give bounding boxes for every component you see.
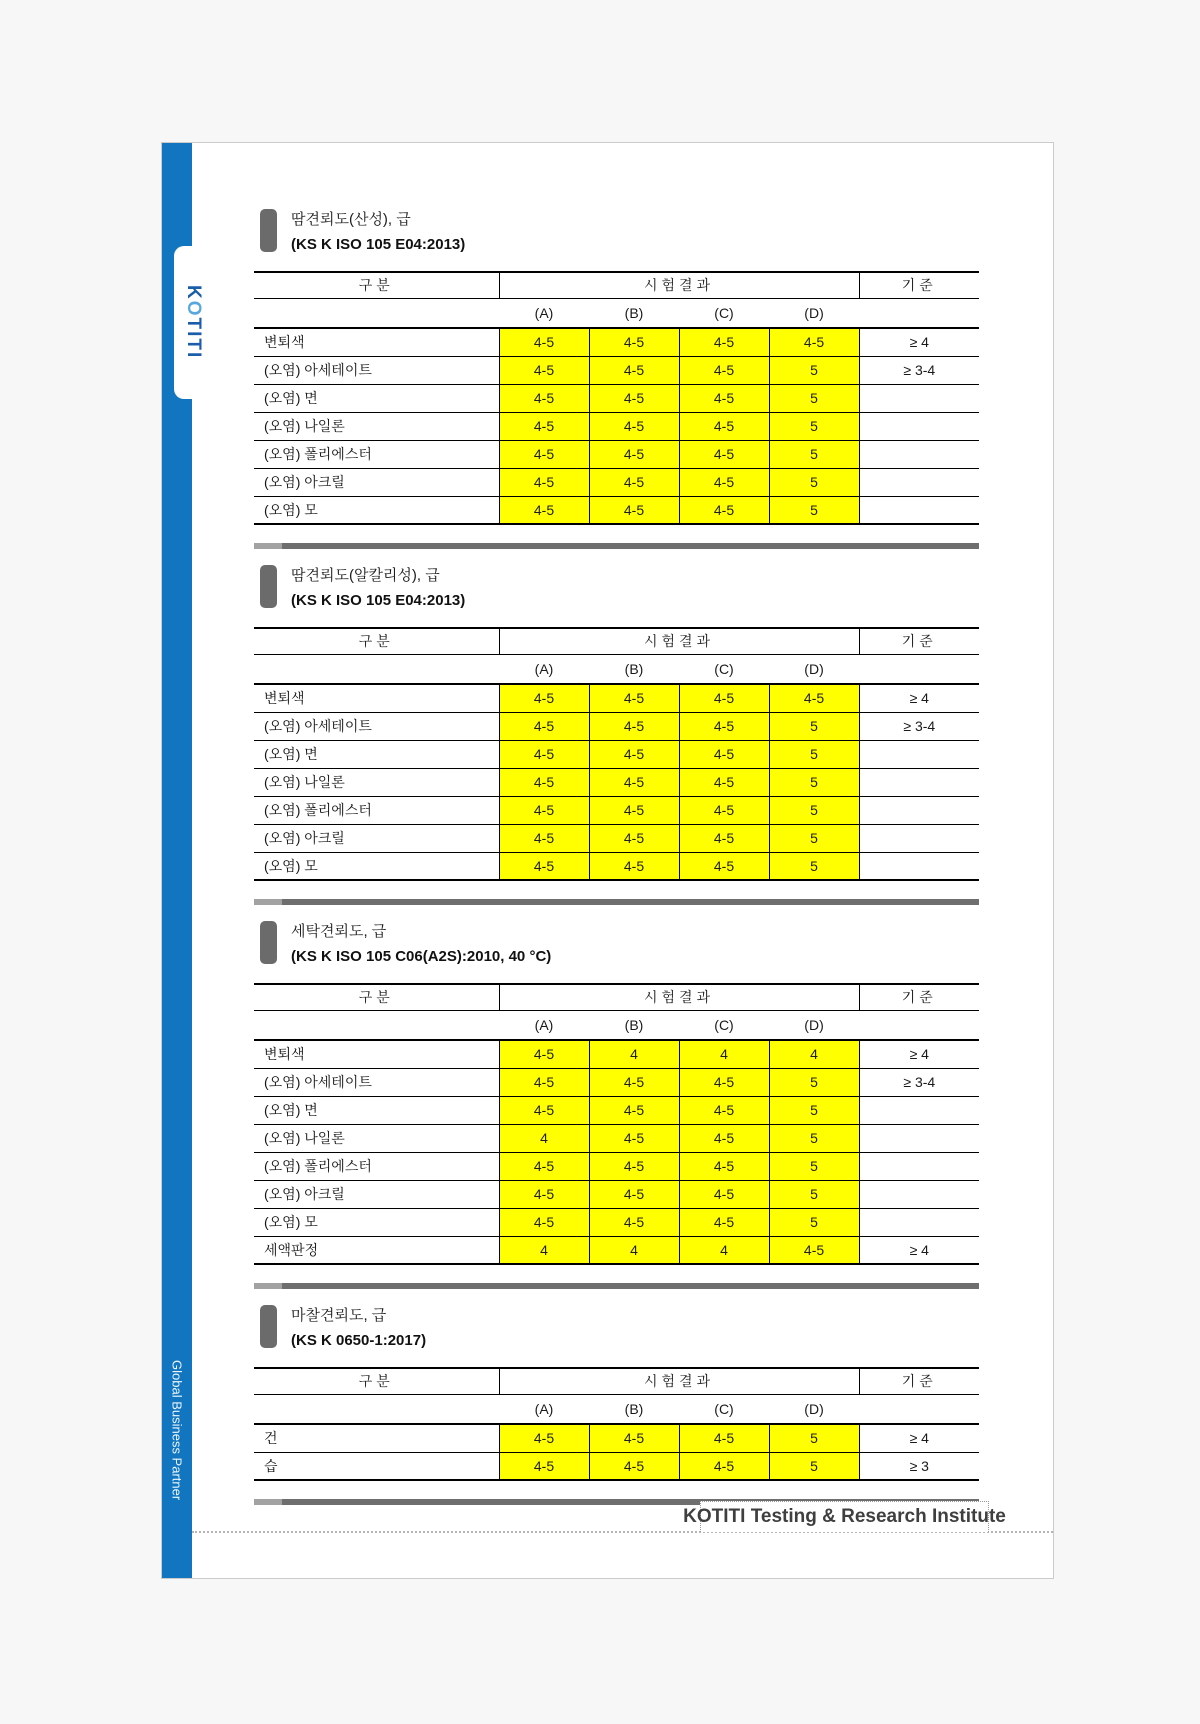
- column-header-results: 시험결과: [499, 984, 859, 1010]
- result-cell-d: 4-5: [769, 684, 859, 712]
- subheader-empty-cell: [254, 1010, 499, 1040]
- subheader-specimen-c: (C): [679, 298, 769, 328]
- result-cell-a: 4-5: [499, 740, 589, 768]
- criteria-cell: ≥ 4: [859, 1424, 979, 1452]
- section-title: 세탁견뢰도, 급: [291, 923, 387, 940]
- column-header-results: 시험결과: [499, 1368, 859, 1394]
- subheader-specimen-a: (A): [499, 1394, 589, 1424]
- result-cell-d: 5: [769, 356, 859, 384]
- table-row: [254, 1152, 979, 1180]
- table-header-row: [254, 628, 979, 654]
- subheader-empty-cell: [859, 1394, 979, 1424]
- table-row: [254, 1124, 979, 1152]
- logo-letter-k: K: [183, 285, 204, 302]
- result-cell-a: 4-5: [499, 384, 589, 412]
- result-cell-c: 4-5: [679, 356, 769, 384]
- row-label: 변퇴색: [254, 684, 499, 712]
- fastness-table: [254, 271, 979, 525]
- result-cell-b: 4-5: [589, 712, 679, 740]
- result-cell-b: 4-5: [589, 1180, 679, 1208]
- row-label: (오염) 아크릴: [254, 824, 499, 852]
- result-cell-b: 4-5: [589, 740, 679, 768]
- result-cell-d: 5: [769, 496, 859, 524]
- table-row: [254, 1040, 979, 1068]
- column-header-results: 시험결과: [499, 272, 859, 298]
- result-cell-d: 5: [769, 740, 859, 768]
- result-cell-c: 4-5: [679, 440, 769, 468]
- result-cell-b: 4-5: [589, 496, 679, 524]
- result-cell-d: 5: [769, 768, 859, 796]
- result-cell-d: 5: [769, 1096, 859, 1124]
- result-cell-b: 4-5: [589, 684, 679, 712]
- footer-institute-name: KOTITI Testing & Research Institute: [683, 1506, 1006, 1527]
- table-row: [254, 796, 979, 824]
- criteria-cell: [859, 1208, 979, 1236]
- subheader-specimen-b: (B): [589, 1010, 679, 1040]
- result-cell-c: 4-5: [679, 684, 769, 712]
- row-label: (오염) 아크릴: [254, 468, 499, 496]
- table-row: [254, 356, 979, 384]
- table-header-row: [254, 1368, 979, 1394]
- result-cell-c: 4-5: [679, 852, 769, 880]
- section-standard: (KS K ISO 105 E04:2013): [291, 592, 466, 609]
- criteria-cell: ≥ 4: [859, 684, 979, 712]
- table-subheader-row: [254, 654, 979, 684]
- row-label: (오염) 나일론: [254, 768, 499, 796]
- criteria-cell: ≥ 4: [859, 328, 979, 356]
- result-cell-c: 4-5: [679, 496, 769, 524]
- table-subheader-row: [254, 1394, 979, 1424]
- result-cell-c: 4-5: [679, 712, 769, 740]
- section-titles: [291, 919, 551, 969]
- subheader-specimen-d: (D): [769, 1010, 859, 1040]
- table-header-row: [254, 984, 979, 1010]
- table-row: [254, 712, 979, 740]
- section-divider: [254, 543, 979, 549]
- criteria-cell: ≥ 3-4: [859, 356, 979, 384]
- result-cell-a: 4-5: [499, 1096, 589, 1124]
- section-marker-icon: [260, 921, 277, 964]
- section-header: [260, 563, 979, 613]
- row-label: 습: [254, 1452, 499, 1480]
- section-divider: [254, 1283, 979, 1289]
- criteria-cell: ≥ 3-4: [859, 712, 979, 740]
- table-row: [254, 1424, 979, 1452]
- result-cell-a: 4: [499, 1124, 589, 1152]
- result-cell-c: 4-5: [679, 1424, 769, 1452]
- table-row: [254, 1452, 979, 1480]
- result-cell-d: 4-5: [769, 328, 859, 356]
- subheader-specimen-b: (B): [589, 654, 679, 684]
- result-cell-c: 4: [679, 1040, 769, 1068]
- criteria-cell: ≥ 3: [859, 1452, 979, 1480]
- result-cell-b: 4-5: [589, 1424, 679, 1452]
- section-header: [260, 919, 979, 969]
- result-cell-c: 4-5: [679, 1452, 769, 1480]
- result-cell-d: 4: [769, 1040, 859, 1068]
- logo-aperture-o-icon: O: [183, 301, 204, 318]
- subheader-specimen-d: (D): [769, 654, 859, 684]
- result-cell-c: 4-5: [679, 740, 769, 768]
- logo-letters-titi: TITI: [183, 317, 204, 360]
- kotiti-logo-text: [182, 285, 204, 359]
- subheader-specimen-d: (D): [769, 298, 859, 328]
- result-cell-a: 4-5: [499, 768, 589, 796]
- row-label: (오염) 아세테이트: [254, 1068, 499, 1096]
- row-label: 세액판정: [254, 1236, 499, 1264]
- table-subheader-row: [254, 298, 979, 328]
- criteria-cell: [859, 384, 979, 412]
- result-cell-d: 5: [769, 1424, 859, 1452]
- subheader-specimen-d: (D): [769, 1394, 859, 1424]
- result-cell-a: 4-5: [499, 1180, 589, 1208]
- result-cell-a: 4-5: [499, 356, 589, 384]
- result-cell-c: 4-5: [679, 824, 769, 852]
- row-label: (오염) 나일론: [254, 412, 499, 440]
- section-header: [260, 1303, 979, 1353]
- row-label: (오염) 아크릴: [254, 1180, 499, 1208]
- table-row: [254, 1208, 979, 1236]
- subheader-specimen-c: (C): [679, 1010, 769, 1040]
- section-titles: [291, 207, 465, 257]
- row-label: 변퇴색: [254, 328, 499, 356]
- criteria-cell: [859, 824, 979, 852]
- table-row: [254, 468, 979, 496]
- result-cell-a: 4-5: [499, 496, 589, 524]
- row-label: 건: [254, 1424, 499, 1452]
- report-page: [161, 142, 1054, 1579]
- result-cell-a: 4-5: [499, 1452, 589, 1480]
- result-cell-b: 4-5: [589, 384, 679, 412]
- result-cell-a: 4-5: [499, 712, 589, 740]
- section-marker-icon: [260, 565, 277, 608]
- result-cell-a: 4-5: [499, 1040, 589, 1068]
- column-header-criteria: 기준: [859, 1368, 979, 1394]
- result-cell-a: 4-5: [499, 684, 589, 712]
- row-label: 변퇴색: [254, 1040, 499, 1068]
- column-header-results: 시험결과: [499, 628, 859, 654]
- result-cell-d: 5: [769, 852, 859, 880]
- result-cell-b: 4-5: [589, 468, 679, 496]
- result-cell-b: 4-5: [589, 440, 679, 468]
- result-cell-c: 4-5: [679, 768, 769, 796]
- result-cell-d: 5: [769, 796, 859, 824]
- report-content: [254, 143, 979, 1505]
- result-cell-a: 4-5: [499, 1068, 589, 1096]
- result-cell-c: 4: [679, 1236, 769, 1264]
- result-cell-b: 4-5: [589, 356, 679, 384]
- row-label: (오염) 아세테이트: [254, 356, 499, 384]
- result-cell-a: 4-5: [499, 440, 589, 468]
- section-divider: [254, 899, 979, 905]
- section-title: 마찰견뢰도, 급: [291, 1307, 387, 1324]
- result-cell-a: 4: [499, 1236, 589, 1264]
- table-row: [254, 852, 979, 880]
- result-cell-d: 5: [769, 440, 859, 468]
- table-row: [254, 740, 979, 768]
- row-label: (오염) 폴리에스터: [254, 440, 499, 468]
- result-cell-b: 4-5: [589, 1096, 679, 1124]
- table-row: [254, 496, 979, 524]
- fastness-section: [254, 1303, 979, 1505]
- table-row: [254, 1180, 979, 1208]
- row-label: (오염) 면: [254, 1096, 499, 1124]
- fastness-section: [254, 563, 979, 905]
- result-cell-b: 4-5: [589, 852, 679, 880]
- table-row: [254, 1068, 979, 1096]
- table-row: [254, 328, 979, 356]
- column-header-category: 구분: [254, 272, 499, 298]
- fastness-table: [254, 983, 979, 1265]
- table-row: [254, 1096, 979, 1124]
- result-cell-d: 4-5: [769, 1236, 859, 1264]
- section-header: [260, 207, 979, 257]
- row-label: (오염) 모: [254, 852, 499, 880]
- result-cell-b: 4-5: [589, 796, 679, 824]
- result-cell-a: 4-5: [499, 468, 589, 496]
- section-standard: (KS K ISO 105 C06(A2S):2010, 40 °C): [291, 948, 552, 965]
- table-subheader-row: [254, 1010, 979, 1040]
- subheader-specimen-b: (B): [589, 1394, 679, 1424]
- result-cell-b: 4-5: [589, 328, 679, 356]
- tagline-wrap: [162, 1360, 192, 1500]
- result-cell-c: 4-5: [679, 412, 769, 440]
- subheader-empty-cell: [254, 654, 499, 684]
- row-label: (오염) 나일론: [254, 1124, 499, 1152]
- table-row: [254, 768, 979, 796]
- subheader-specimen-a: (A): [499, 654, 589, 684]
- result-cell-c: 4-5: [679, 384, 769, 412]
- section-titles: [291, 563, 465, 613]
- footer-institute-box: [683, 1501, 1006, 1532]
- fastness-table: [254, 627, 979, 881]
- subheader-empty-cell: [859, 654, 979, 684]
- result-cell-d: 5: [769, 824, 859, 852]
- result-cell-c: 4-5: [679, 468, 769, 496]
- subheader-specimen-a: (A): [499, 298, 589, 328]
- result-cell-a: 4-5: [499, 852, 589, 880]
- result-cell-d: 5: [769, 412, 859, 440]
- column-header-category: 구분: [254, 1368, 499, 1394]
- row-label: (오염) 면: [254, 384, 499, 412]
- result-cell-b: 4: [589, 1236, 679, 1264]
- criteria-cell: [859, 796, 979, 824]
- row-label: (오염) 모: [254, 496, 499, 524]
- result-cell-c: 4-5: [679, 1208, 769, 1236]
- result-cell-a: 4-5: [499, 412, 589, 440]
- result-cell-a: 4-5: [499, 1208, 589, 1236]
- column-header-criteria: 기준: [859, 984, 979, 1010]
- result-cell-d: 5: [769, 1068, 859, 1096]
- result-cell-c: 4-5: [679, 796, 769, 824]
- table-row: [254, 384, 979, 412]
- fastness-section: [254, 919, 979, 1289]
- row-label: (오염) 모: [254, 1208, 499, 1236]
- section-title: 땀견뢰도(산성), 급: [291, 211, 411, 228]
- kotiti-logo: [174, 246, 212, 399]
- result-cell-d: 5: [769, 1152, 859, 1180]
- subheader-empty-cell: [859, 298, 979, 328]
- result-cell-b: 4-5: [589, 1208, 679, 1236]
- result-cell-a: 4-5: [499, 1424, 589, 1452]
- global-business-partner-tagline: Global Business Partner: [169, 1359, 185, 1500]
- table-row: [254, 824, 979, 852]
- result-cell-d: 5: [769, 1452, 859, 1480]
- fastness-table: [254, 1367, 979, 1481]
- result-cell-d: 5: [769, 712, 859, 740]
- column-header-criteria: 기준: [859, 272, 979, 298]
- section-standard: (KS K 0650-1:2017): [291, 1332, 427, 1349]
- result-cell-a: 4-5: [499, 796, 589, 824]
- table-header-row: [254, 272, 979, 298]
- result-cell-d: 5: [769, 384, 859, 412]
- subheader-specimen-b: (B): [589, 298, 679, 328]
- result-cell-a: 4-5: [499, 1152, 589, 1180]
- result-cell-b: 4-5: [589, 1068, 679, 1096]
- result-cell-a: 4-5: [499, 328, 589, 356]
- table-row: [254, 1236, 979, 1264]
- subheader-specimen-c: (C): [679, 654, 769, 684]
- criteria-cell: ≥ 4: [859, 1236, 979, 1264]
- result-cell-c: 4-5: [679, 1152, 769, 1180]
- column-header-category: 구분: [254, 628, 499, 654]
- result-cell-b: 4-5: [589, 768, 679, 796]
- column-header-category: 구분: [254, 984, 499, 1010]
- row-label: (오염) 아세테이트: [254, 712, 499, 740]
- subheader-empty-cell: [254, 298, 499, 328]
- result-cell-c: 4-5: [679, 1124, 769, 1152]
- criteria-cell: [859, 496, 979, 524]
- criteria-cell: [859, 1152, 979, 1180]
- result-cell-c: 4-5: [679, 1068, 769, 1096]
- result-cell-b: 4-5: [589, 412, 679, 440]
- criteria-cell: [859, 1124, 979, 1152]
- result-cell-b: 4: [589, 1040, 679, 1068]
- result-cell-d: 5: [769, 1180, 859, 1208]
- section-title: 땀견뢰도(알칼리성), 급: [291, 567, 440, 584]
- criteria-cell: [859, 740, 979, 768]
- subheader-empty-cell: [254, 1394, 499, 1424]
- result-cell-d: 5: [769, 1124, 859, 1152]
- section-titles: [291, 1303, 426, 1353]
- result-cell-c: 4-5: [679, 328, 769, 356]
- criteria-cell: [859, 1180, 979, 1208]
- result-cell-b: 4-5: [589, 824, 679, 852]
- result-cell-b: 4-5: [589, 1124, 679, 1152]
- result-cell-d: 5: [769, 468, 859, 496]
- result-cell-c: 4-5: [679, 1180, 769, 1208]
- row-label: (오염) 면: [254, 740, 499, 768]
- result-cell-b: 4-5: [589, 1152, 679, 1180]
- subheader-specimen-a: (A): [499, 1010, 589, 1040]
- table-row: [254, 440, 979, 468]
- row-label: (오염) 폴리에스터: [254, 796, 499, 824]
- criteria-cell: [859, 412, 979, 440]
- section-marker-icon: [260, 209, 277, 252]
- criteria-cell: ≥ 4: [859, 1040, 979, 1068]
- table-row: [254, 412, 979, 440]
- result-cell-a: 4-5: [499, 824, 589, 852]
- result-cell-b: 4-5: [589, 1452, 679, 1480]
- section-marker-icon: [260, 1305, 277, 1348]
- column-header-criteria: 기준: [859, 628, 979, 654]
- criteria-cell: [859, 468, 979, 496]
- fastness-section: [254, 207, 979, 549]
- criteria-cell: [859, 852, 979, 880]
- result-cell-d: 5: [769, 1208, 859, 1236]
- subheader-empty-cell: [859, 1010, 979, 1040]
- result-cell-c: 4-5: [679, 1096, 769, 1124]
- criteria-cell: [859, 440, 979, 468]
- section-standard: (KS K ISO 105 E04:2013): [291, 236, 466, 253]
- criteria-cell: [859, 1096, 979, 1124]
- table-row: [254, 684, 979, 712]
- criteria-cell: ≥ 3-4: [859, 1068, 979, 1096]
- subheader-specimen-c: (C): [679, 1394, 769, 1424]
- criteria-cell: [859, 768, 979, 796]
- row-label: (오염) 폴리에스터: [254, 1152, 499, 1180]
